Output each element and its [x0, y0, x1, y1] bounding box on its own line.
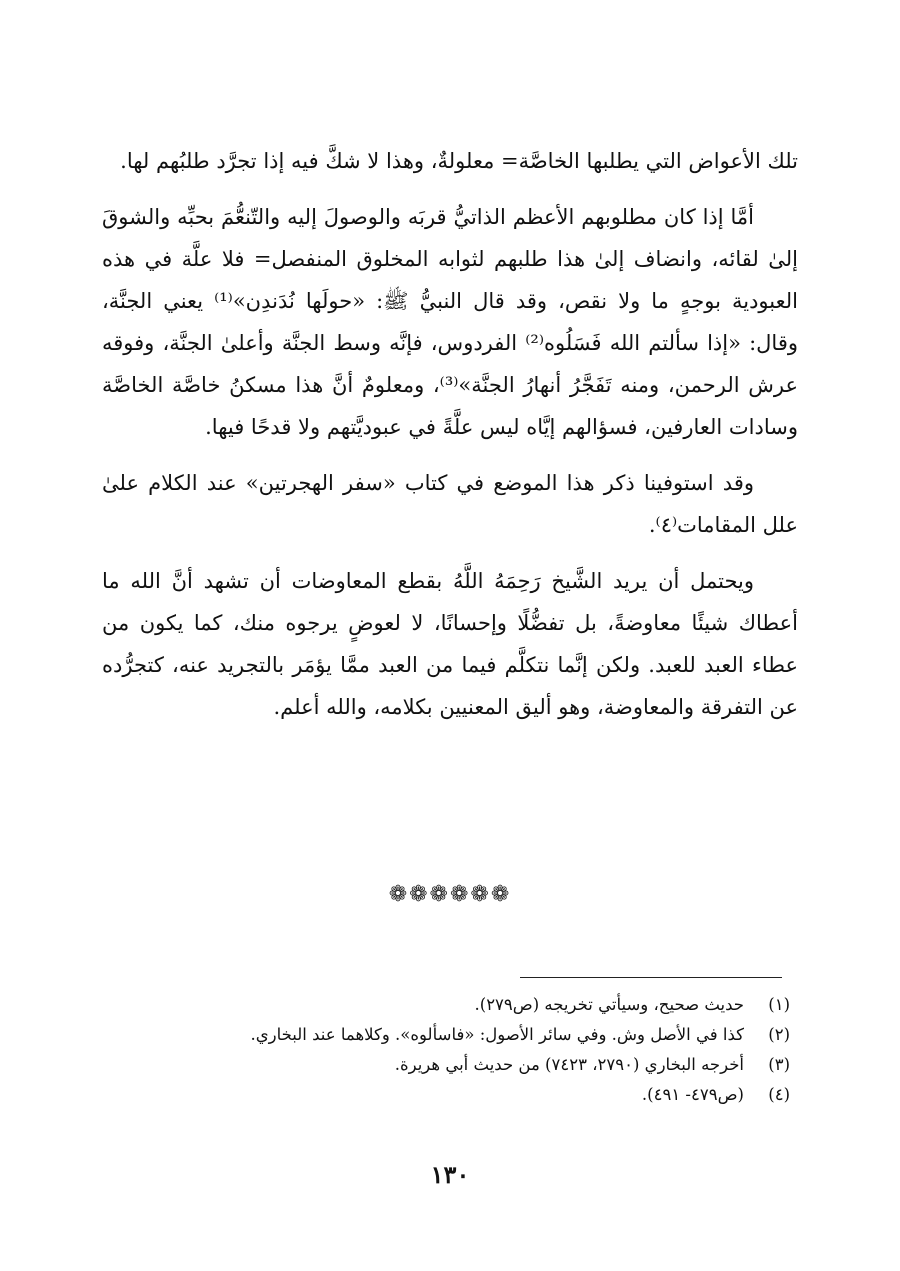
footnote-2: [102, 1020, 790, 1050]
footnote-separator: [520, 977, 782, 978]
footnote-number: (٤): [768, 1085, 790, 1104]
footnote-number: (٢): [768, 1025, 790, 1044]
footnote-text: حديث صحيح، وسيأتي تخريجه (ص٢٧٩).: [474, 995, 744, 1014]
footnote-3: [102, 1050, 790, 1080]
footnote-number: (١): [768, 995, 790, 1014]
page-number: ١٣٠: [430, 1160, 470, 1189]
paragraph-3: وقد استوفينا ذكر هذا الموضع في كتاب «سفر الهجرتين» عند الكلام علىٰ علل المقامات⁽٤⁾.: [102, 471, 798, 537]
footnote-number: (٣): [768, 1055, 790, 1074]
footnote-4: [102, 1080, 790, 1110]
paragraph-2: أمَّا إذا كان مطلوبهم الأعظم الذاتيُّ قربَه والوصولَ إليه والتّنعُّمَ بحبِّه والشوقَ إلىٰ لقائه، وانضاف إلىٰ هذا طلبهم لثوابه المخلوق المنفصل= فلا علَّة في هذه العبودية بوجهٍ ما ولا نقص، وقد قال النبيُّ ﷺ: «حولَها نُدَندِن»⁽¹⁾ يعني الجنَّة، وقال: «إذا سألتم الله فَسَلُوه⁽²⁾ الفردوس، فإنَّه وسط الجنَّة وأعلىٰ الجنَّة، وفوقه عرش الرحمن، ومنه تَفَجَّرُ أنهارُ الجنَّة»⁽³⁾، ومعلومٌ أنَّ هذا مسكنُ خاصَّة الخاصَّة وسادات العارفين، فسؤالهم إيَّاه ليس علَّةً في عبوديَّتهم ولا قدحًا فيها.: [102, 205, 799, 439]
main-text: [102, 140, 798, 742]
footnote-text: أخرجه البخاري (٢٧٩٠، ٧٤٢٣) من حديث أبي هريرة.: [394, 1055, 744, 1074]
section-ornament: ❁❁❁❁❁❁: [388, 882, 512, 907]
footnote-1: [102, 990, 790, 1020]
footnote-text: كذا في الأصل وش. وفي سائر الأصول: «فاسألوه». وكلاهما عند البخاري.: [250, 1025, 744, 1044]
footnotes: [102, 990, 790, 1110]
footnote-text: (ص٤٧٩- ٤٩١).: [641, 1085, 744, 1104]
paragraph-4: ويحتمل أن يريد الشَّيخ رَحِمَهُ اللَّهُ بقطع المعاوضات أن تشهد أنَّ الله ما أعطاك شيئًا معاوضةً، بل تفضُّلًا وإحسانًا، لا لعوضٍ يرجوه منك، كما يكون من عطاء العبد للعبد. ولكن إنَّما نتكلَّم فيما من العبد ممَّا يؤمَر بالتجريد عنه، كتجرُّده عن التفرقة والمعاوضة، وهو أليق المعنيين بكلامه، والله أعلم.: [102, 569, 798, 719]
paragraph-1: تلك الأعواض التي يطلبها الخاصَّة= معلولةٌ، وهذا لا شكَّ فيه إذا تجرَّد طلبُهم لها.: [120, 149, 798, 173]
